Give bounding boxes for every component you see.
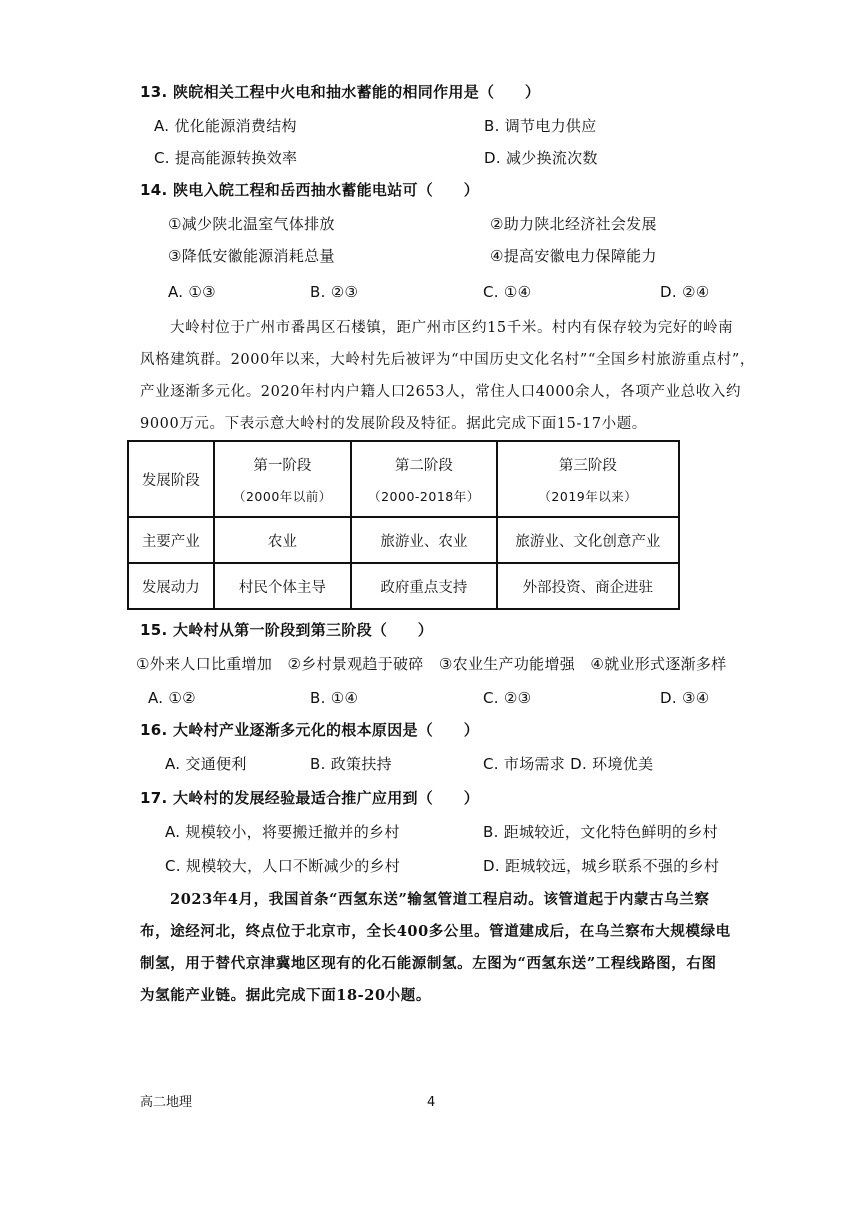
q16-option-b: B. 政策扶持: [310, 755, 392, 773]
table-cell: 旅游业、文化创意产业: [497, 517, 679, 563]
q13-option-d: D. 减少换流次数: [484, 149, 598, 167]
passage2-line-4: 为氢能产业链。据此完成下面18-20小题。: [140, 987, 431, 1004]
q15-option-d: D. ③④: [660, 689, 710, 707]
stage-1-period: （2000年以前）: [232, 488, 332, 504]
stage-2-period: （2000-2018年）: [368, 488, 480, 504]
q13-option-b: B. 调节电力供应: [484, 117, 597, 135]
passage1-line-4: 9000万元。下表示意大岭村的发展阶段及特征。据此完成下面15-17小题。: [140, 416, 647, 432]
q14-option-c: C. ①④: [483, 283, 532, 301]
q14-option-b: B. ②③: [310, 283, 359, 301]
table-header-stage: 发展阶段: [128, 441, 214, 517]
q14-option-d: D. ②④: [660, 283, 710, 301]
q17-option-c: C. 规模较大，人口不断减少的乡村: [165, 857, 401, 875]
page-number: 4: [427, 1095, 436, 1110]
q15-stem: 15. 大岭村从第一阶段到第三阶段（ ）: [140, 621, 434, 639]
table-cell: 主要产业: [128, 517, 214, 563]
q17-stem: 17. 大岭村的发展经验最适合推广应用到（ ）: [140, 789, 479, 807]
q16-stem: 16. 大岭村产业逐渐多元化的根本原因是（ ）: [140, 721, 479, 739]
table-header-stage-3: [497, 441, 679, 517]
table-cell: 旅游业、农业: [351, 517, 497, 563]
table-cell: 政府重点支持: [351, 563, 497, 609]
passage1-line-2: 风格建筑群。2000年以来，大岭村先后被评为“中国历史文化名村”“全国乡村旅游重点村”，: [140, 352, 755, 368]
q15-option-b: B. ①④: [310, 689, 359, 707]
q14-statement-2: ②助力陕北经济社会发展: [490, 215, 657, 233]
q13-stem: 13. 陕皖相关工程中火电和抽水蓄能的相同作用是（ ）: [140, 83, 541, 101]
q13-option-a: A. 优化能源消费结构: [154, 117, 297, 135]
q14-statement-4: ④提高安徽电力保障能力: [490, 247, 657, 265]
stage-2-label: 第二阶段: [394, 457, 453, 474]
table-header-stage-1: [214, 441, 352, 517]
development-stage-table: [127, 440, 680, 610]
q14-statement-3: ③降低安徽能源消耗总量: [168, 247, 335, 265]
q15-statements: ①外来人口比重增加 ②乡村景观趋于破碎 ③农业生产功能增强 ④就业形式逐渐多样: [136, 655, 727, 673]
passage2-line-2: 布，途经河北，终点位于北京市，全长400多公里。管道建成后，在乌兰察布大规模绿电: [140, 923, 731, 940]
table-cell: 农业: [214, 517, 352, 563]
q14-option-a: A. ①③: [168, 283, 216, 301]
table-cell: 发展动力: [128, 563, 214, 609]
table-row: [128, 517, 679, 563]
q17-option-b: B. 距城较近，文化特色鲜明的乡村: [483, 823, 718, 841]
passage2-line-1: 2023年4月，我国首条“西氢东送”输氢管道工程启动。该管道起于内蒙古乌兰察: [170, 891, 710, 908]
q13-option-c: C. 提高能源转换效率: [154, 149, 298, 167]
q16-option-a: A. 交通便利: [165, 755, 247, 773]
q15-option-a: A. ①②: [148, 689, 196, 707]
table-cell: 村民个体主导: [214, 563, 352, 609]
table-cell: 外部投资、商企进驻: [497, 563, 679, 609]
footer-subject: 高二地理: [140, 1095, 193, 1110]
table-header-stage-2: [351, 441, 497, 517]
stage-1-label: 第一阶段: [253, 457, 312, 474]
q14-stem: 14. 陕电入皖工程和岳西抽水蓄能电站可（ ）: [140, 181, 479, 199]
table-row: [128, 563, 679, 609]
passage1-line-1: 大岭村位于广州市番禺区石楼镇，距广州市区约15千米。村内有保存较为完好的岭南: [170, 320, 734, 336]
table-header-row: [128, 441, 679, 517]
stage-3-label: 第三阶段: [558, 457, 617, 474]
q16-option-cd: C. 市场需求 D. 环境优美: [483, 755, 654, 773]
stage-3-period: （2019年以来）: [538, 488, 638, 504]
q17-option-a: A. 规模较小，将要搬迁撤并的乡村: [165, 823, 400, 841]
q17-option-d: D. 距城较远，城乡联系不强的乡村: [483, 857, 720, 875]
passage2-line-3: 制氢，用于替代京津冀地区现有的化石能源制氢。左图为“西氢东送”工程线路图，右图: [140, 955, 717, 972]
q14-statement-1: ①减少陕北温室气体排放: [168, 215, 335, 233]
q15-option-c: C. ②③: [483, 689, 532, 707]
passage1-line-3: 产业逐渐多元化。2020年村内户籍人口2653人，常住人口4000余人，各项产业总收入约: [140, 384, 742, 400]
